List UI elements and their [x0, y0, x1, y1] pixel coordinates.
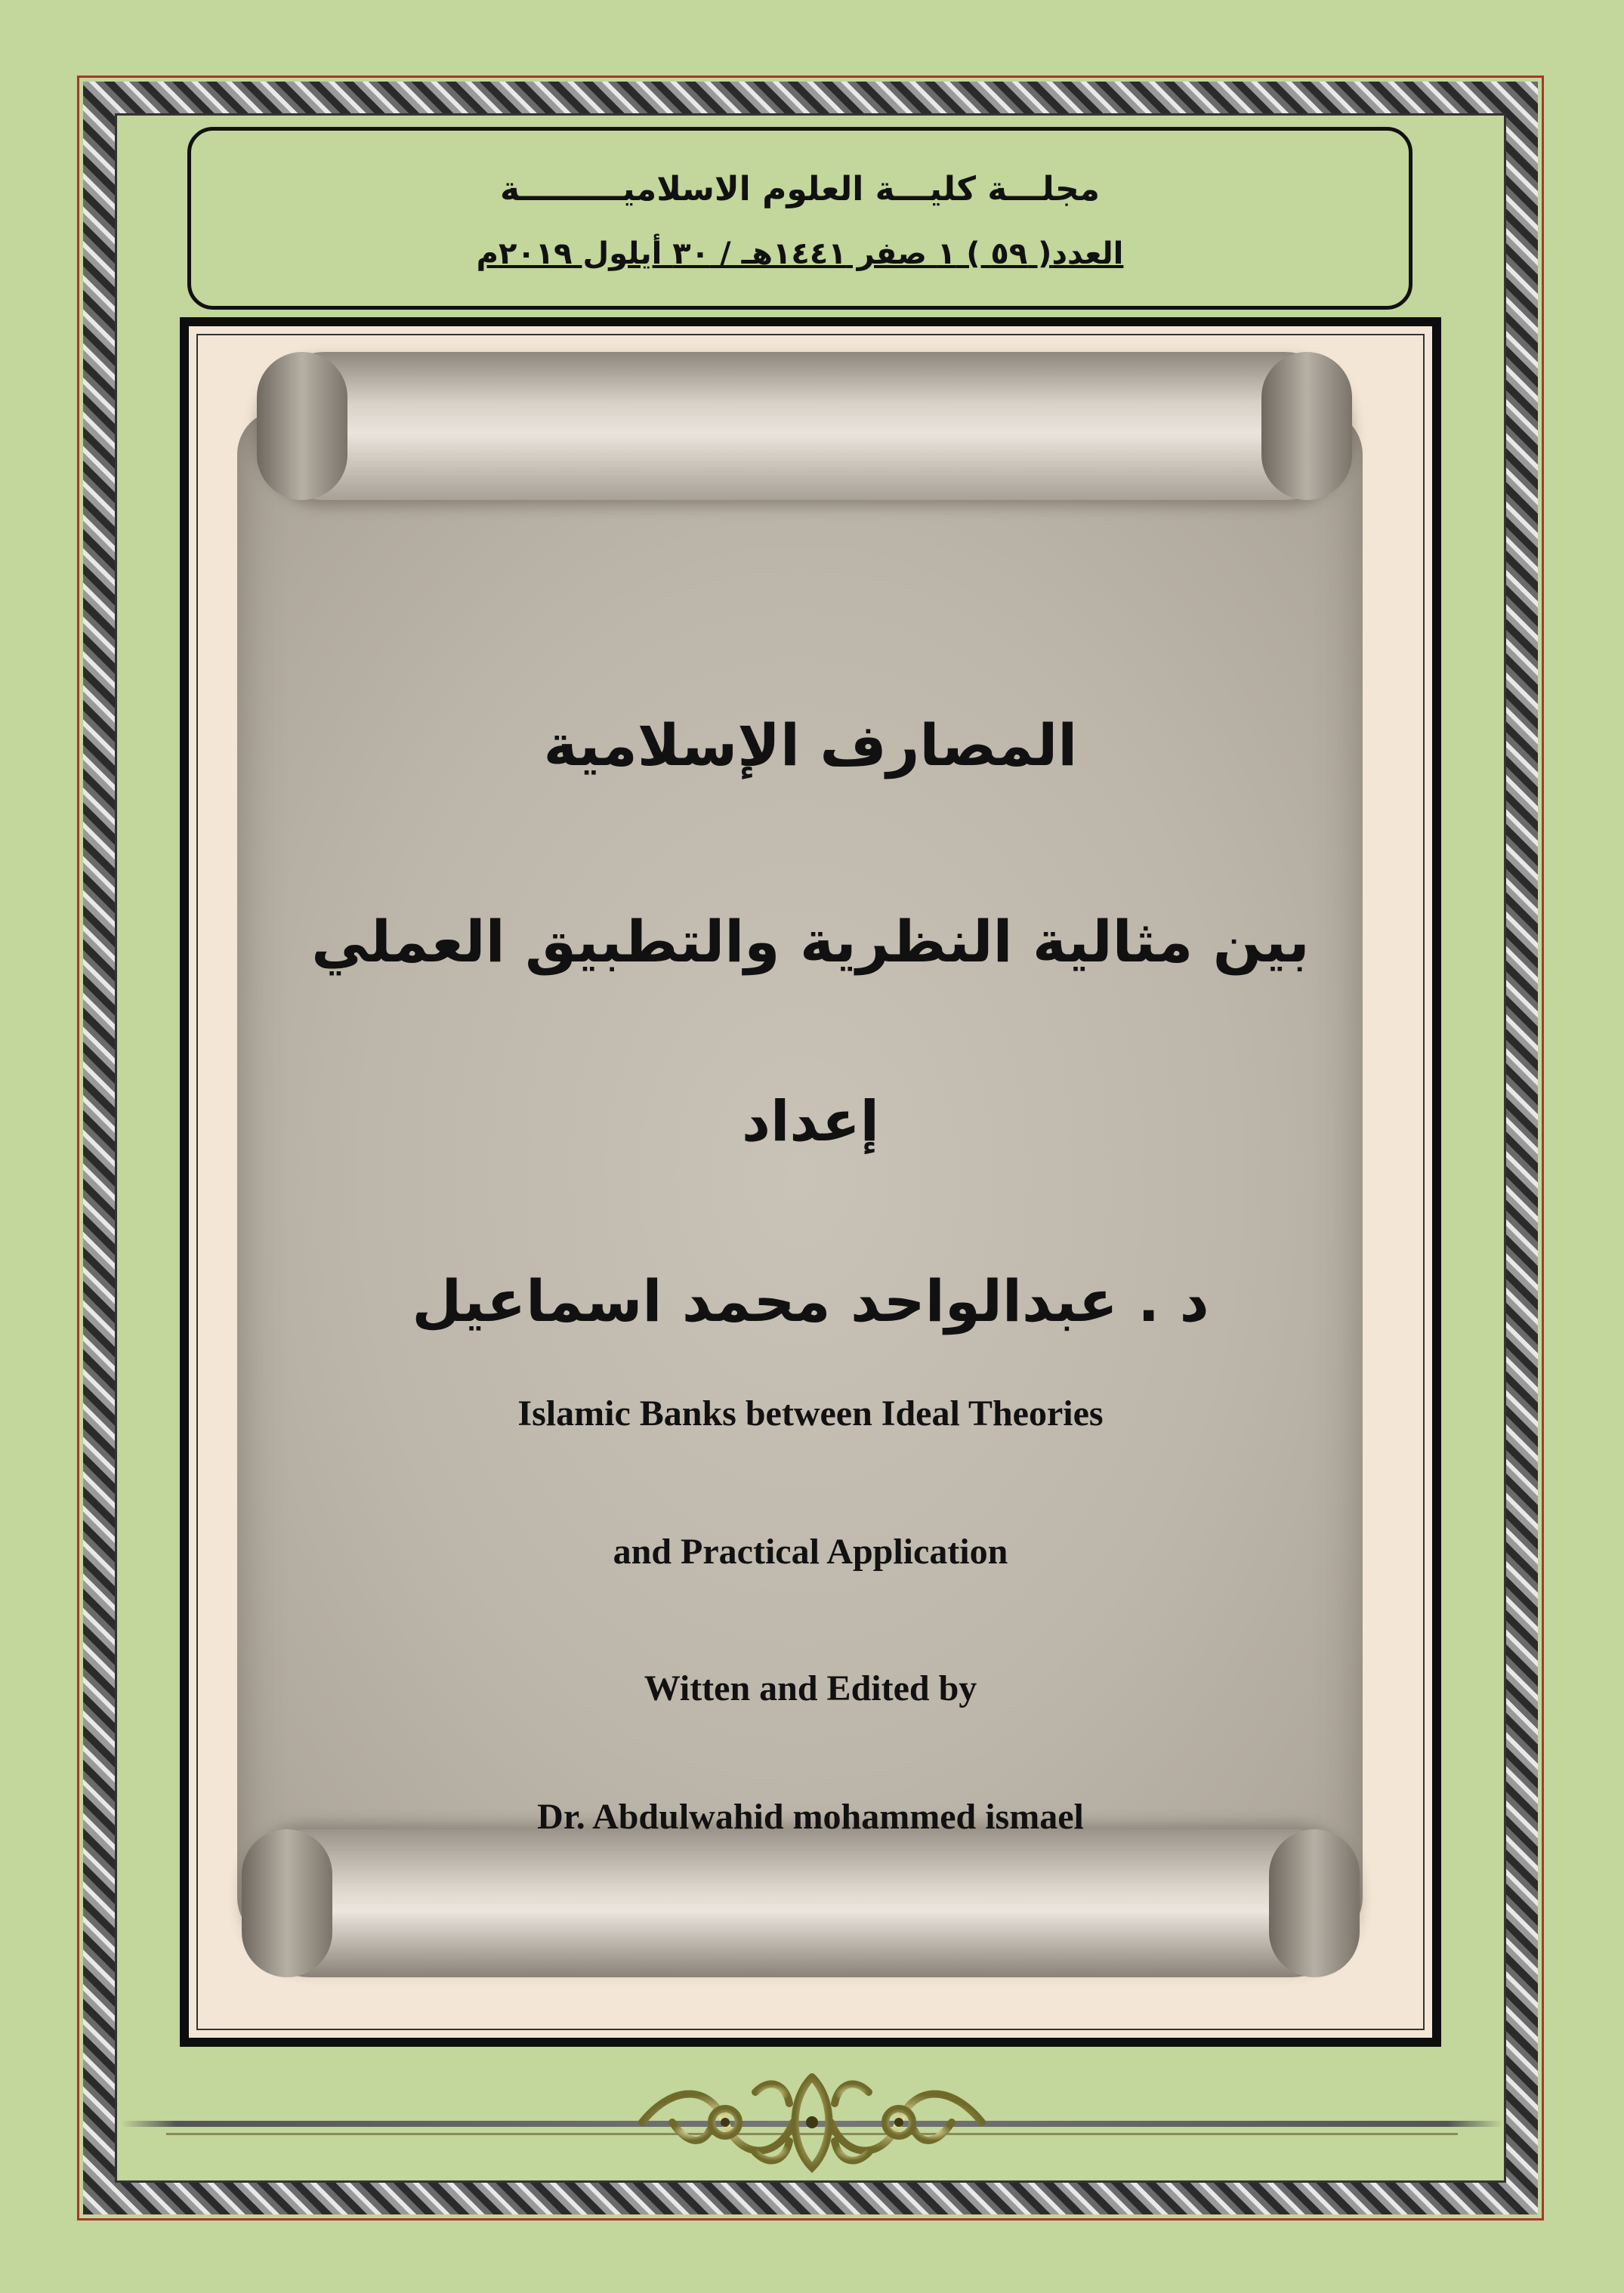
english-title-line2: and Practical Application — [613, 1532, 1008, 1572]
arabic-author: د . عبدالواحد محمد اسماعيل — [412, 1267, 1209, 1335]
english-byline: Witten and Edited by — [644, 1668, 977, 1708]
scroll-top-roll — [257, 352, 1352, 500]
arabic-title-line1: المصارف الإسلامية — [543, 711, 1078, 779]
journal-title: مجلـــة كليـــة العلوم الاسلاميـــــــــة — [500, 170, 1100, 208]
english-title-line1: Islamic Banks between Ideal Theories — [517, 1393, 1104, 1434]
arabic-title-line2: بين مثالية النظرية والتطبيق العملي — [311, 908, 1310, 975]
english-author: Dr. Abdulwahid mohammed ismael — [537, 1797, 1084, 1837]
journal-header-box — [187, 127, 1413, 310]
scroll-bottom-roll — [242, 1829, 1360, 1977]
decorative-flourish-icon — [627, 2062, 997, 2183]
scroll-panel — [180, 317, 1441, 2047]
issue-line: العدد( ٥٩ ) ١ صفر ١٤٤١هـ / ٣٠ أيلول ٢٠١٩م — [476, 236, 1124, 271]
scroll-parchment-image — [237, 409, 1363, 1943]
arabic-prepared-by: إعداد — [741, 1089, 879, 1154]
